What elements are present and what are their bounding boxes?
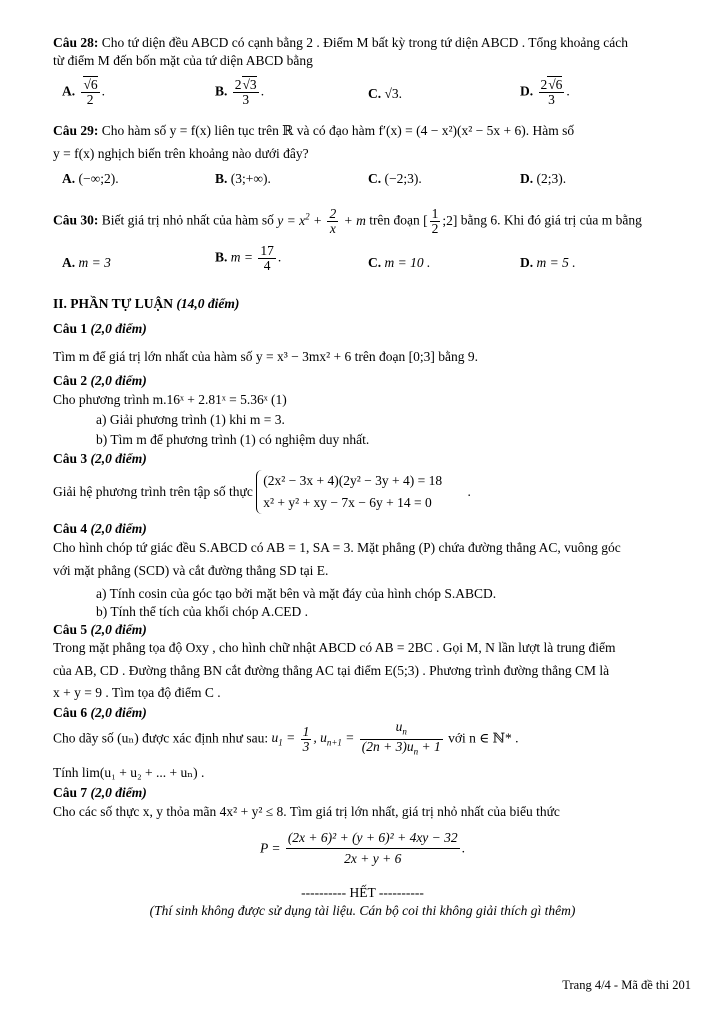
question-text: bằng 6. Khi đó giá trị của m bằng [460, 212, 642, 228]
sequence-definition: $u_1$ = $\frac{1}{3}$ , $u_{n+1}$ = $\frac{u_n}{(2n + 3)u_n + 1}$ [271, 719, 441, 757]
expression-numerator: (2x + 6)² + (y + 6)² + 4xy − 32 [286, 828, 460, 849]
function-formula: $y = x^2$ + $\frac{2}{x}$ + m [277, 205, 366, 236]
option-value: m = 5 . [536, 255, 576, 270]
essay-points: (2,0 điểm) [90, 373, 147, 388]
option-value: (3;+∞). [230, 171, 271, 186]
option-d: D. $\frac{2√6}{3}$ . [520, 77, 570, 107]
option-value: $\frac{2√3}{3}$ [234, 77, 257, 107]
essay-points: (2,0 điểm) [90, 622, 147, 637]
equation-end: . [467, 484, 471, 499]
essay-points: (2,0 điểm) [90, 321, 147, 336]
essay-4-part-a: a) Tính cosin của góc tạo bởi mặt bên và mặt đáy của hình chóp S.ABCD. [96, 586, 497, 601]
essay-2-heading [53, 372, 693, 390]
option-a [62, 255, 111, 271]
essay-points: (2,0 điểm) [90, 521, 147, 536]
question-29-line2: y = f(x) nghịch biến trên khoảng nào dưới đây? [53, 146, 309, 161]
option-value: $\frac{√6}{2}$ [81, 78, 100, 107]
option-label: B. [215, 171, 228, 186]
interval: [ $\frac{1}{2}$ ;2] [423, 205, 458, 236]
essay-7-heading [53, 784, 693, 802]
essay-5-heading [53, 621, 693, 639]
option-c [368, 86, 402, 102]
option-label: B. [215, 249, 228, 265]
option-value: $\frac{17}{4}$ [260, 243, 274, 273]
question-text: trên đoạn [369, 212, 420, 228]
option-label: A. [62, 171, 76, 186]
page-footer: Trang 4/4 - Mã đề thi 201 [562, 978, 691, 992]
option-label: B. [215, 83, 228, 99]
equation-2: x² + y² + xy − 7x − 6y + 14 = 0 [263, 495, 432, 510]
option-label: C. [368, 171, 382, 186]
question-label: Câu 30: [53, 212, 99, 228]
option-value: (−2;3). [384, 171, 422, 186]
question-label: Câu 28: [53, 35, 99, 50]
essay-points: (2,0 điểm) [90, 705, 147, 720]
option-label: D. [520, 83, 534, 99]
essay-3-text [53, 470, 693, 514]
essay-4-text2: với mặt phẳng (SCD) và cắt đường thẳng SD tại E. [53, 563, 329, 578]
question-text: Biết giá trị nhỏ nhất của hàm số [101, 212, 274, 228]
option-value: (2;3). [536, 171, 567, 186]
essay-5-text2: của AB, CD . Đường thẳng BN cắt đường thẳng AC tại điểm E(5;3) . Phương trình đường thẳng CM là [53, 663, 610, 678]
option-label: D. [520, 171, 534, 186]
essay-4-heading [53, 520, 693, 538]
question-text: Cho hàm số y = f(x) liên tục trên ℝ và có đạo hàm f′(x) = (4 − x²)(x² − 5x + 6). Hàm số [101, 123, 575, 138]
essay-points: (2,0 điểm) [90, 785, 147, 800]
essay-label: Câu 2 [53, 373, 88, 388]
essay-3-heading [53, 450, 693, 468]
option-b: B. m = $\frac{17}{4}$ . [215, 243, 282, 273]
essay-text: Cho dãy số (uₙ) được xác định như sau: [53, 730, 269, 746]
end-mark: ---------- HẾT ---------- [301, 885, 424, 900]
essay-1-text: Tìm m để giá trị lớn nhất của hàm số y = x³ − 3mx² + 6 trên đoạn [0;3] bằng 9. [53, 349, 478, 364]
option-value: m = 3 [78, 255, 111, 270]
essay-points: (2,0 điểm) [90, 451, 147, 466]
essay-1-heading [53, 320, 693, 338]
option-label: D. [520, 255, 534, 270]
option-c [368, 255, 430, 271]
essay-text: với n ∈ ℕ* . [448, 730, 519, 746]
question-28 [53, 34, 693, 52]
essay-text: Giải hệ phương trình trên tập số thực [53, 484, 253, 499]
essay-6-text2: Tính lim(u₁ + u₂ + ... + uₙ) . [53, 765, 205, 780]
essay-label: Câu 1 [53, 321, 88, 336]
option-value: m = 10 . [384, 255, 431, 270]
essay-2-part-a: a) Giải phương trình (1) khi m = 3. [96, 412, 285, 427]
expression-fraction [286, 828, 460, 869]
option-b [215, 171, 271, 187]
essay-2-part-b: b) Tìm m để phương trình (1) có nghiệm duy nhất. [96, 432, 370, 447]
option-label: C. [368, 255, 382, 270]
option-d [520, 171, 566, 187]
question-28-line2: từ điểm M đến bốn mặt của tứ diện ABCD bằng [53, 53, 313, 68]
essay-label: Câu 4 [53, 521, 88, 536]
option-b: B. $\frac{2√3}{3}$ . [215, 77, 265, 107]
equation-1: (2x² − 3x + 4)(2y² − 3y + 4) = 18 [263, 473, 443, 488]
expression-denominator: 2x + y + 6 [344, 851, 402, 866]
question-29 [53, 122, 693, 140]
option-label: A. [62, 255, 76, 270]
essay-5-text: Trong mặt phẳng tọa độ Oxy , cho hình chữ nhật ABCD có AB = 2BC . Gọi M, N lần lượt là trung điểm [53, 640, 616, 655]
section-heading: II. PHẦN TỰ LUẬN [53, 296, 174, 311]
end-note: (Thí sinh không được sử dụng tài liệu. Cán bộ coi thi không giải thích gì thêm) [149, 903, 576, 918]
essay-6-text [53, 720, 693, 761]
option-value: (−∞;2). [78, 171, 119, 186]
option-value: √3. [384, 86, 403, 101]
expression-p: P = $\frac{\text{(2x + 6)² + (y + 6)² + 4xy − 32}}{2x + y + 6}$ . [0, 828, 725, 869]
essay-label: Câu 3 [53, 451, 88, 466]
essay-4-text: Cho hình chóp tứ giác đều S.ABCD có AB = 1, SA = 3. Mặt phẳng (P) chứa đường thẳng AC, vuông góc [53, 540, 621, 555]
essay-4-part-b: b) Tính thể tích của khối chóp A.CED . [96, 604, 308, 619]
question-label: Câu 29: [53, 123, 99, 138]
option-a: A. $\frac{√6}{2}$ . [62, 77, 106, 107]
option-value: $\frac{2√6}{3}$ [540, 77, 563, 107]
section-title [53, 295, 693, 313]
option-d [520, 255, 576, 271]
section-points: (14,0 điểm) [176, 296, 240, 311]
question-text: Cho tứ diện đều ABCD có cạnh bằng 2 . Điểm M bất kỳ trong tứ diện ABCD . Tổng khoảng cách [101, 35, 628, 50]
option-a [62, 171, 119, 187]
equation-system [256, 470, 442, 514]
question-30 [53, 201, 693, 236]
essay-label: Câu 6 [53, 705, 88, 720]
essay-label: Câu 7 [53, 785, 88, 800]
option-label: A. [62, 83, 76, 99]
option-label: C. [368, 86, 382, 101]
essay-label: Câu 5 [53, 622, 88, 637]
essay-5-text3: x + y = 9 . Tìm tọa độ điểm C . [53, 685, 221, 700]
essay-7-text: Cho các số thực x, y thỏa mãn 4x² + y² ≤ 8. Tìm giá trị lớn nhất, giá trị nhỏ nhất của biểu thức [53, 804, 560, 819]
essay-2-text: Cho phương trình m.16ˣ + 2.81ˣ = 5.36ˣ (1) [53, 392, 287, 407]
option-c [368, 171, 422, 187]
